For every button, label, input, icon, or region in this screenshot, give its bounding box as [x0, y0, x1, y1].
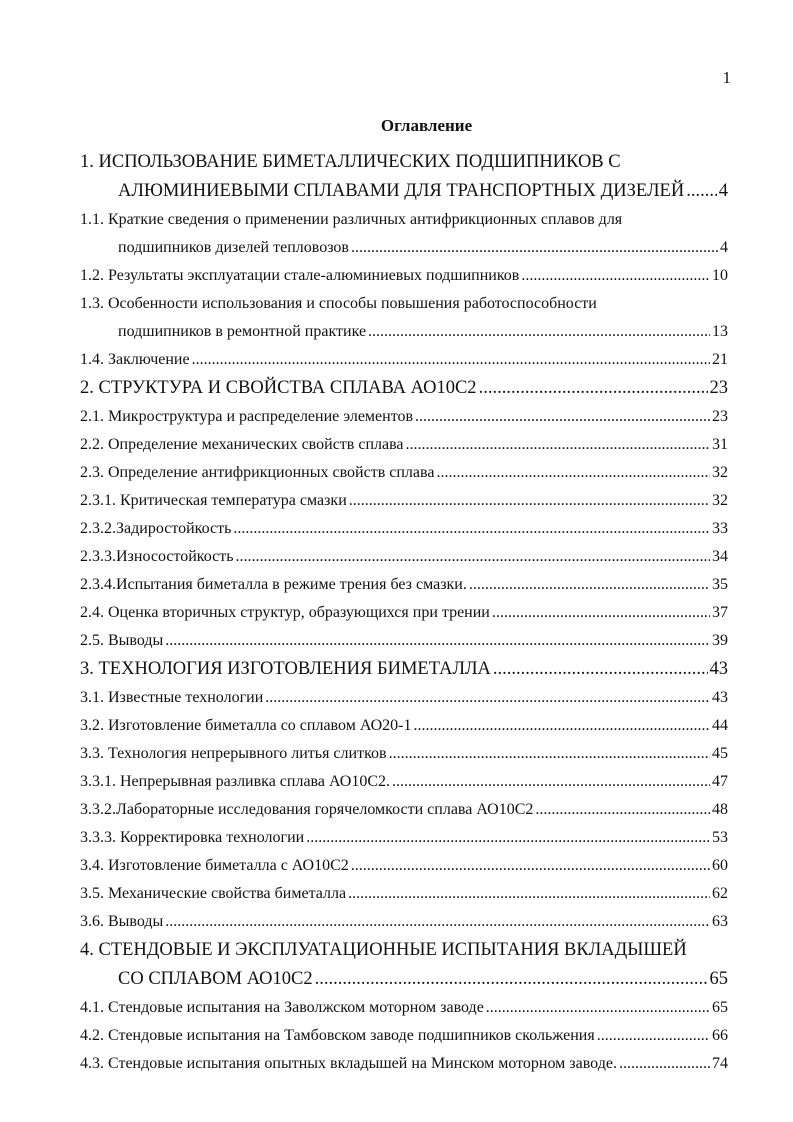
- toc-entry: [80, 768, 728, 796]
- toc-entry-line: [80, 177, 728, 206]
- toc-entry-line: [80, 768, 728, 796]
- dot-leader: [469, 571, 710, 599]
- toc-entry-line: [80, 234, 728, 262]
- dot-leader: [349, 487, 710, 515]
- toc-entry-line: [80, 965, 728, 994]
- toc-entry-line: [80, 262, 728, 290]
- toc-entry-line: [80, 459, 728, 487]
- toc-entry-page: 44: [712, 717, 728, 734]
- toc-entry: [80, 994, 728, 1022]
- toc-entry: [80, 908, 728, 936]
- toc-entry-text: 3.6. Выводы: [80, 913, 164, 930]
- toc-entry-page: 37: [712, 604, 728, 621]
- toc-entry-line: [80, 346, 728, 374]
- toc-entry-text: 4.1. Стендовые испытания на Заволжском моторном заводе: [80, 999, 484, 1016]
- dot-leader: [479, 374, 708, 403]
- toc-entry-page: 66: [712, 1027, 728, 1044]
- toc-entry-page: 21: [712, 351, 728, 368]
- toc-entry-text: 2.1. Микроструктура и распределение элементов: [80, 408, 414, 425]
- toc-entry: [80, 740, 728, 768]
- toc-entry-text: 2.2. Определение механических свойств сплава: [80, 436, 404, 453]
- dot-leader: [413, 712, 710, 740]
- toc-entry-page: 43: [709, 659, 728, 679]
- toc-entry: [80, 374, 728, 403]
- toc-entry-page: 23: [712, 408, 728, 425]
- toc-entry-page: 32: [712, 492, 728, 509]
- toc-entry-line: [80, 796, 728, 824]
- dot-leader: [406, 431, 710, 459]
- dot-leader: [389, 740, 710, 768]
- toc-entry-text: 4. СТЕНДОВЫЕ И ЭКСПЛУАТАЦИОННЫЕ ИСПЫТАНИЯ ВКЛАДЫШЕЙ: [80, 940, 687, 960]
- dot-leader: [348, 880, 710, 908]
- table-of-contents: [80, 148, 728, 1078]
- toc-entry: [80, 262, 728, 290]
- toc-entry-line: [80, 543, 728, 571]
- toc-entry-text: 2. СТРУКТУРА И СВОЙСТВА СПЛАВА АО10С2: [80, 378, 477, 398]
- toc-entry-text: 4.3. Стендовые испытания опытных вкладышей на Минском моторном заводе.: [80, 1055, 617, 1072]
- toc-entry: [80, 880, 728, 908]
- toc-entry-text: 3.3.3. Корректировка технологии: [80, 829, 305, 846]
- dot-leader: [392, 768, 710, 796]
- dot-leader: [265, 684, 710, 712]
- toc-entry: [80, 852, 728, 880]
- toc-entry: [80, 796, 728, 824]
- toc-entry-line: [80, 936, 728, 965]
- toc-entry: [80, 712, 728, 740]
- toc-entry-line: [80, 684, 728, 712]
- toc-entry-text: 2.3.2.Задиростойкость: [80, 520, 232, 537]
- toc-entry-text: 2.3.4.Испытания биметалла в режиме трения без смазки.: [80, 576, 467, 593]
- toc-entry-text: 3.5. Механические свойства биметалла: [80, 885, 347, 902]
- toc-entry-line: [80, 627, 728, 655]
- toc-entry-page: 63: [712, 913, 728, 930]
- dot-leader: [165, 627, 710, 655]
- toc-entry-line: [80, 599, 728, 627]
- toc-entry-line: [80, 712, 728, 740]
- toc-entry-page: 47: [712, 773, 728, 790]
- toc-entry: [80, 487, 728, 515]
- dot-leader: [436, 459, 710, 487]
- page-number: 1: [722, 68, 731, 87]
- toc-entry-text: 1.1. Краткие сведения о применении различных антифрикционных сплавов для: [80, 211, 623, 228]
- toc-entry-page: 74: [712, 1055, 728, 1072]
- toc-entry: [80, 148, 728, 206]
- toc-entry-text: АЛЮМИНИЕВЫМИ СПЛАВАМИ ДЛЯ ТРАНСПОРТНЫХ ДИЗЕЛЕЙ: [118, 181, 685, 201]
- toc-entry-page: 45: [712, 745, 728, 762]
- toc-entry-page: 39: [712, 632, 728, 649]
- toc-entry-text: 2.3.1. Критическая температура смазки: [80, 492, 347, 509]
- toc-entry-page: 34: [712, 548, 728, 565]
- toc-entry-page: 32: [712, 464, 728, 481]
- toc-entry-page: 48: [712, 801, 728, 818]
- toc-entry-page: 10: [712, 267, 728, 284]
- toc-entry: [80, 543, 728, 571]
- toc-entry-page: 4: [718, 181, 728, 201]
- toc-entry: [80, 824, 728, 852]
- toc-entry-line: [80, 740, 728, 768]
- toc-entry-page: 31: [712, 436, 728, 453]
- toc-entry-text: 1.2. Результаты эксплуатации стале-алюминиевых подшипников: [80, 267, 520, 284]
- dot-leader: [619, 1050, 710, 1078]
- toc-entry: [80, 936, 728, 994]
- toc-entry-page: 35: [712, 576, 728, 593]
- toc-entry-line: [80, 1022, 728, 1050]
- toc-entry-page: 43: [712, 689, 728, 706]
- dot-leader: [686, 177, 717, 206]
- toc-entry-text: 2.5. Выводы: [80, 632, 164, 649]
- toc-entry-line: [80, 852, 728, 880]
- toc-entry: [80, 684, 728, 712]
- dot-leader: [315, 965, 708, 994]
- toc-entry-page: 60: [712, 857, 728, 874]
- toc-entry-text: подшипников дизелей тепловозов: [118, 239, 349, 256]
- toc-entry-line: [80, 824, 728, 852]
- toc-entry-line: [80, 148, 728, 177]
- toc-entry-line: [80, 431, 728, 459]
- toc-entry-text: 1.3. Особенности использования и способы повышения работоспособности: [80, 295, 597, 312]
- dot-leader: [233, 515, 710, 543]
- toc-entry-line: [80, 880, 728, 908]
- dot-leader: [165, 908, 710, 936]
- toc-entry-text: 3.1. Известные технологии: [80, 689, 264, 706]
- toc-entry-text: 2.4. Оценка вторичных структур, образующихся при трении: [80, 604, 490, 621]
- toc-entry-page: 33: [712, 520, 728, 537]
- toc-entry-page: 4: [720, 239, 728, 256]
- dot-leader: [351, 852, 710, 880]
- dot-leader: [535, 796, 710, 824]
- toc-entry-line: [80, 374, 728, 403]
- toc-entry-text: 3.3. Технология непрерывного литья слитков: [80, 745, 387, 762]
- toc-entry: [80, 403, 728, 431]
- toc-entry-text: 3.2. Изготовление биметалла со сплавом АО20-1: [80, 717, 412, 734]
- dot-leader: [351, 234, 718, 262]
- toc-entry-line: [80, 1050, 728, 1078]
- dot-leader: [192, 346, 710, 374]
- toc-entry-page: 53: [712, 829, 728, 846]
- toc-entry-text: подшипников в ремонтной практике: [118, 323, 367, 340]
- toc-entry-text: 3.3.2.Лабораторные исследования горячеломкости сплава АО10С2: [80, 801, 534, 818]
- toc-title: Оглавление: [380, 116, 473, 135]
- toc-entry-text: 3.3.1. Непрерывная разливка сплава АО10С2.: [80, 773, 390, 790]
- toc-entry-page: 65: [709, 969, 728, 989]
- dot-leader: [306, 824, 710, 852]
- toc-entry: [80, 599, 728, 627]
- toc-entry-line: [80, 994, 728, 1022]
- toc-entry: [80, 459, 728, 487]
- dot-leader: [368, 318, 710, 346]
- toc-entry-text: СО СПЛАВОМ АО10С2: [118, 969, 313, 989]
- toc-entry-page: 65: [712, 999, 728, 1016]
- dot-leader: [493, 655, 708, 684]
- toc-entry-page: 23: [709, 378, 728, 398]
- toc-entry: [80, 1022, 728, 1050]
- toc-entry-text: 1.4. Заключение: [80, 351, 190, 368]
- toc-entry-page: 62: [712, 885, 728, 902]
- toc-entry-text: 3. ТЕХНОЛОГИЯ ИЗГОТОВЛЕНИЯ БИМЕТАЛЛА: [80, 659, 491, 679]
- toc-entry-line: [80, 571, 728, 599]
- dot-leader: [521, 262, 710, 290]
- dot-leader: [492, 599, 710, 627]
- toc-entry: [80, 571, 728, 599]
- toc-entry-line: [80, 206, 728, 234]
- toc-entry-line: [80, 655, 728, 684]
- toc-entry-line: [80, 908, 728, 936]
- toc-entry-page: 13: [712, 323, 728, 340]
- toc-entry-line: [80, 515, 728, 543]
- toc-entry-line: [80, 290, 728, 318]
- toc-entry-text: 3.4. Изготовление биметалла с АО10С2: [80, 857, 349, 874]
- toc-entry: [80, 206, 728, 262]
- dot-leader: [236, 543, 710, 571]
- toc-entry-text: 4.2. Стендовые испытания на Тамбовском заводе подшипников скольжения: [80, 1027, 595, 1044]
- toc-entry: [80, 655, 728, 684]
- toc-entry-text: 1. ИСПОЛЬЗОВАНИЕ БИМЕТАЛЛИЧЕСКИХ ПОДШИПНИКОВ С: [80, 152, 621, 172]
- toc-entry: [80, 431, 728, 459]
- toc-entry: [80, 346, 728, 374]
- toc-entry-line: [80, 318, 728, 346]
- toc-entry: [80, 290, 728, 346]
- dot-leader: [415, 403, 710, 431]
- toc-entry-line: [80, 403, 728, 431]
- toc-entry-line: [80, 487, 728, 515]
- toc-entry: [80, 627, 728, 655]
- toc-entry-text: 2.3. Определение антифрикционных свойств сплава: [80, 464, 435, 481]
- toc-entry: [80, 515, 728, 543]
- dot-leader: [486, 994, 710, 1022]
- toc-entry-text: 2.3.3.Износостойкость: [80, 548, 234, 565]
- toc-entry: [80, 1050, 728, 1078]
- dot-leader: [597, 1022, 710, 1050]
